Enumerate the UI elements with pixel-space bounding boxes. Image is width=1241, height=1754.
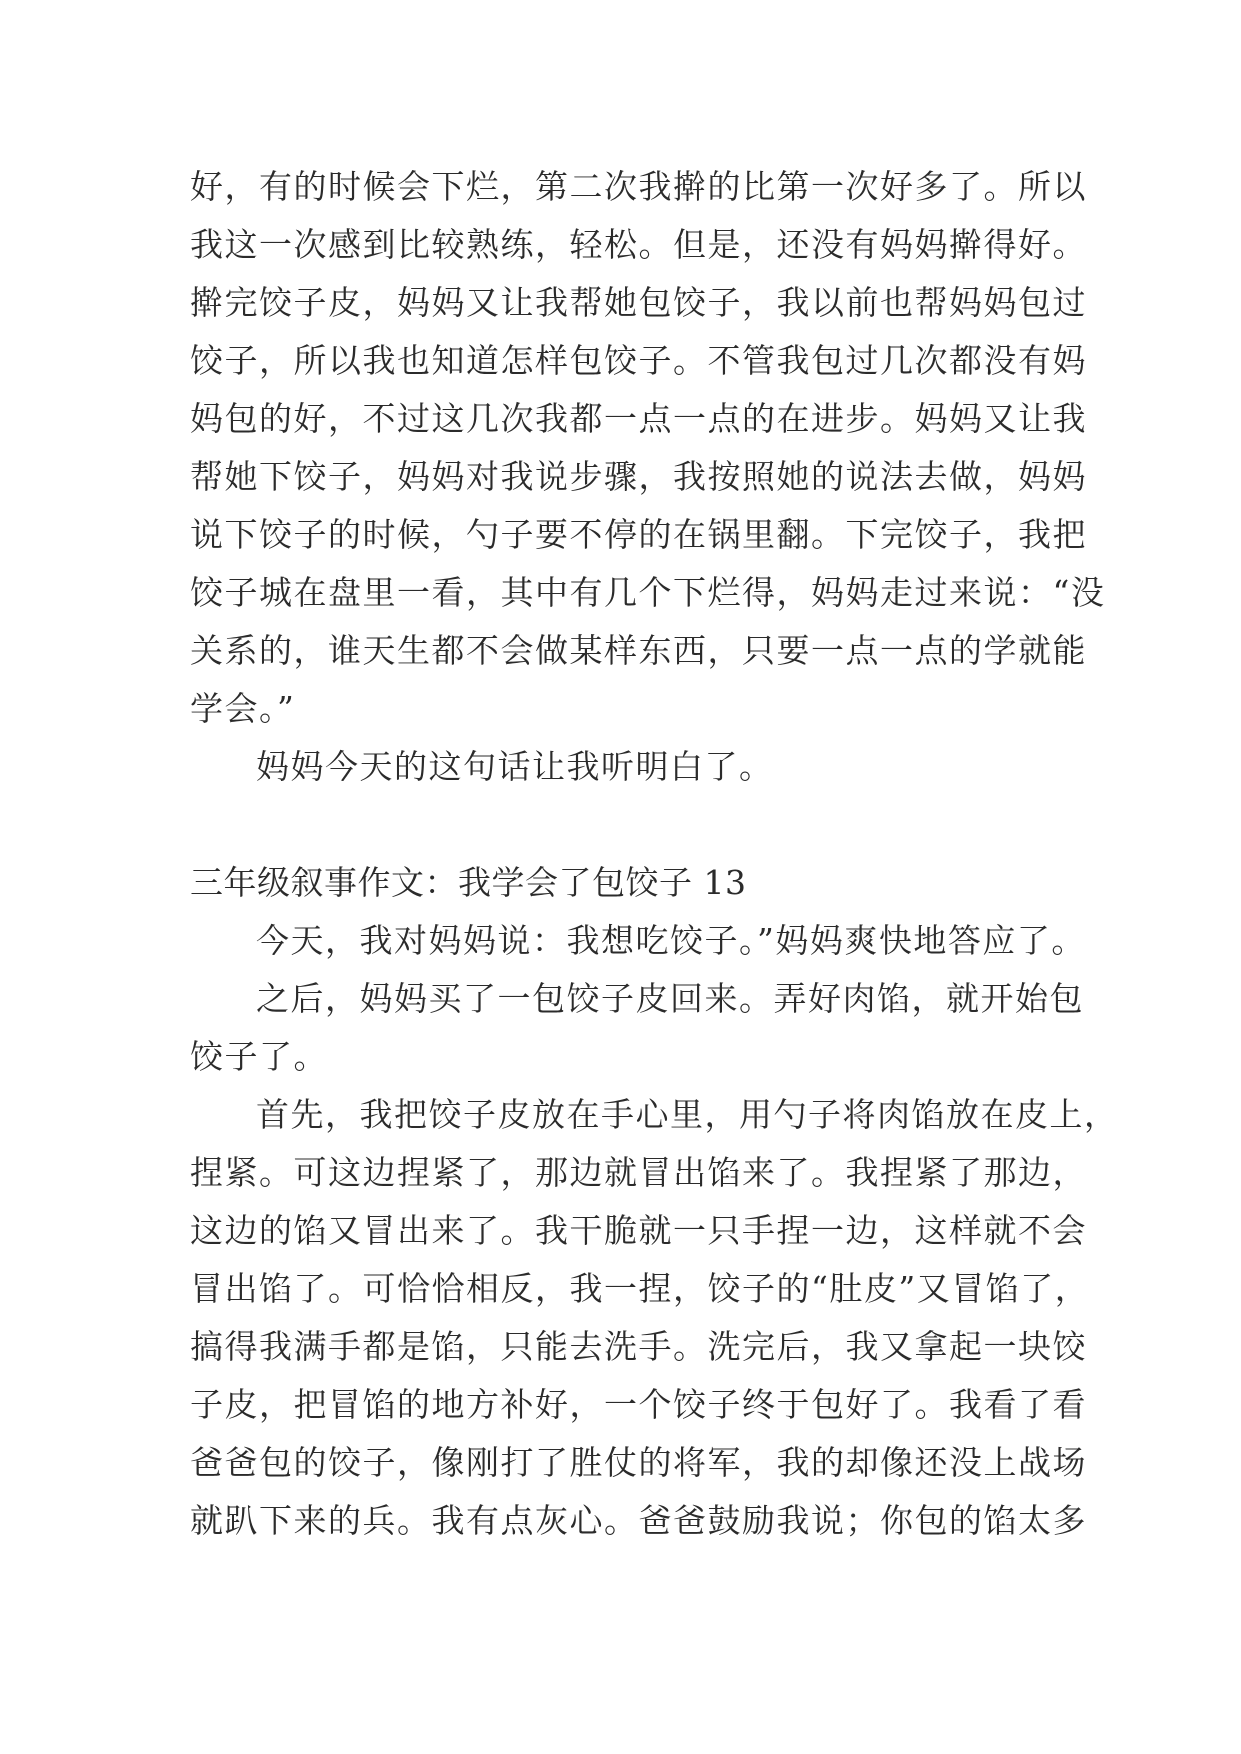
text-line: 关系的，谁天生都不会做某样东西，只要一点一点的学就能 — [190, 631, 1087, 670]
text-line: 我这一次感到比较熟练，轻松。但是，还没有妈妈擀得好。 — [190, 225, 1087, 264]
text-line: 学会。” — [190, 689, 296, 728]
paragraph-spacer — [190, 796, 1070, 854]
paragraph-line: 这边的馅又冒出来了。我干脆就一只手捏一边，这样就不会 — [190, 1211, 1087, 1250]
paragraph-line: 今天，我对妈妈说：我想吃饺子。”妈妈爽快地答应了。 — [256, 921, 1086, 960]
paragraph-line: 就趴下来的兵。我有点灰心。爸爸鼓励我说；你包的馅太多 — [190, 1501, 1087, 1540]
text-line: 妈包的好，不过这几次我都一点一点的在进步。妈妈又让我 — [190, 399, 1087, 438]
text-line: 说下饺子的时候，勺子要不停的在锅里翻。下完饺子，我把 — [190, 515, 1087, 554]
paragraph-line: 爸爸包的饺子，像刚打了胜仗的将军，我的却像还没上战场 — [190, 1443, 1087, 1482]
paragraph-line: 搞得我满手都是馅，只能去洗手。洗完后，我又拿起一块饺 — [190, 1327, 1087, 1366]
section-heading: 三年级叙事作文：我学会了包饺子 13 — [190, 863, 747, 902]
paragraph-line: 首先，我把饺子皮放在手心里，用勺子将肉馅放在皮上， — [256, 1095, 1119, 1134]
paragraph-line: 饺子了。 — [190, 1037, 328, 1076]
paragraph-line: 子皮，把冒馅的地方补好，一个饺子终于包好了。我看了看 — [190, 1385, 1087, 1424]
text-line: 饺子，所以我也知道怎样包饺子。不管我包过几次都没有妈 — [190, 341, 1087, 380]
paragraph-line: 之后，妈妈买了一包饺子皮回来。弄好肉馅，就开始包 — [256, 979, 1084, 1018]
paragraph-line: 捏紧。可这边捏紧了，那边就冒出馅来了。我捏紧了那边， — [190, 1153, 1087, 1192]
text-line: 好，有的时候会下烂，第二次我擀的比第一次好多了。所以 — [190, 167, 1087, 206]
text-line: 帮她下饺子，妈妈对我说步骤，我按照她的说法去做，妈妈 — [190, 457, 1087, 496]
document-body — [190, 158, 1119, 1550]
paragraph-line: 冒出馅了。可恰恰相反，我一捏，饺子的“肚皮”又冒馅了， — [190, 1269, 1090, 1308]
text-line: 擀完饺子皮，妈妈又让我帮她包饺子，我以前也帮妈妈包过 — [190, 283, 1087, 322]
closing-paragraph: 妈妈今天的这句话让我听明白了。 — [256, 747, 774, 786]
text-line: 饺子城在盘里一看，其中有几个下烂得，妈妈走过来说：“没 — [190, 573, 1106, 612]
